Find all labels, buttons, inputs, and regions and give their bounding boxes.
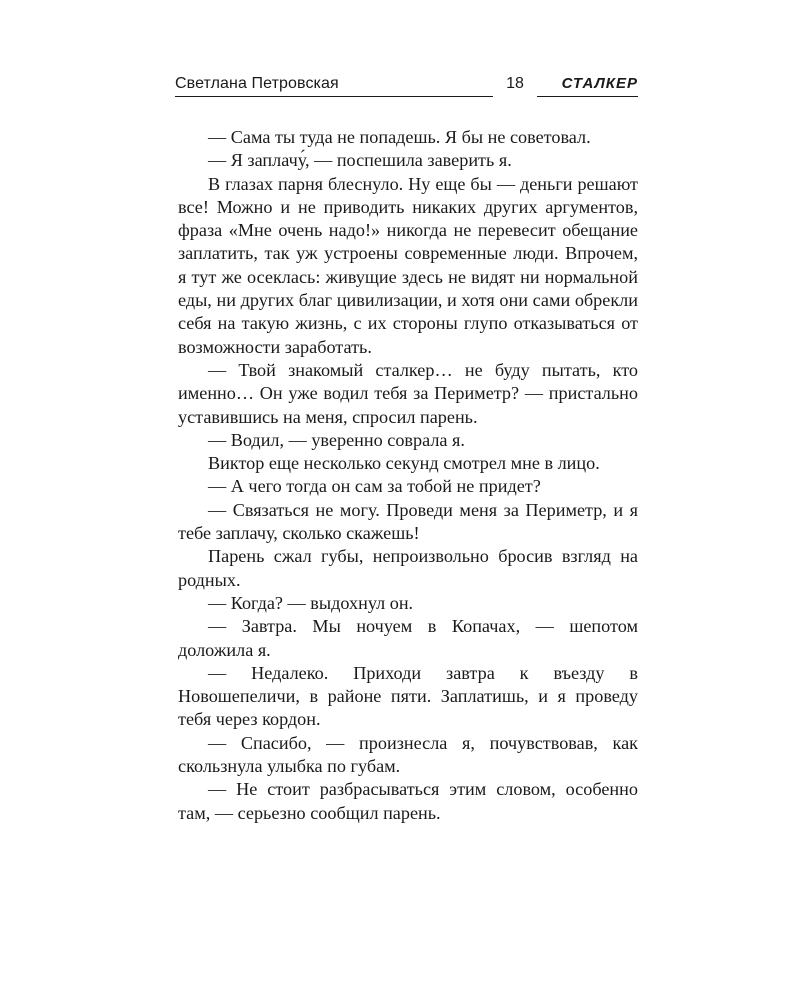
paragraph: — Я заплачу́, — поспешила заверить я. xyxy=(208,150,512,171)
paragraph: — Спасибо, — произнесла я, почувствовав, как скользнула улыбка по губам. xyxy=(178,732,638,777)
paragraph: — А чего тогда он сам за тобой не придет? xyxy=(208,476,541,497)
paragraph: — Завтра. Мы ночуем в Копачах, — шепотом доложила я. xyxy=(178,616,638,660)
running-header xyxy=(175,74,638,98)
header-rule-left xyxy=(175,96,493,97)
paragraph: В глазах парня блеснуло. Ну еще бы — деньги решают все! Можно и не приводить никаких других аргументов, фраза «Мне очень надо!» никогда не перевесит обещание заплатить, так уж устроены современные люди. Впрочем, я тут же осеклась: живущие здесь не видят ни нормальной еды, ни других благ цивилизации, и хотя они сами обрекли себя на такую жизнь, с их стороны глупо отказываться от возможности заработать. xyxy=(178,173,638,357)
paragraph: — Когда? — выдохнул он. xyxy=(208,592,414,613)
header-author: Светлана Петровская xyxy=(175,75,339,92)
paragraph: Виктор еще несколько секунд смотрел мне в лицо. xyxy=(208,453,600,474)
paragraph: — Недалеко. Приходи завтра к въезду в Новошепеличи, в районе пяти. Заплатишь, и я проведу тебя через кордон. xyxy=(178,662,638,730)
paragraph: — Не стоит разбрасываться этим словом, особенно там, — серьезно сообщил парень. xyxy=(178,779,638,823)
paragraph: — Связаться не могу. Проведи меня за Периметр, и я тебе заплачу, сколько скажешь! xyxy=(178,499,638,544)
body-text xyxy=(178,126,638,825)
paragraph: — Сама ты туда не попадешь. Я бы не советовал. xyxy=(208,127,591,147)
paragraph: Парень сжал губы, непроизвольно бросив взгляд на родных. xyxy=(178,546,638,590)
header-series-title: СТАЛКЕР xyxy=(561,75,638,92)
header-rule-right xyxy=(537,96,638,97)
page-number: 18 xyxy=(506,75,524,92)
paragraph: — Водил, — уверенно соврала я. xyxy=(208,429,465,450)
paragraph: — Твой знакомый сталкер… не буду пытать, кто именно… Он уже водил тебя за Периметр? — пристально уставившись на меня, спросил парень. xyxy=(178,359,638,427)
